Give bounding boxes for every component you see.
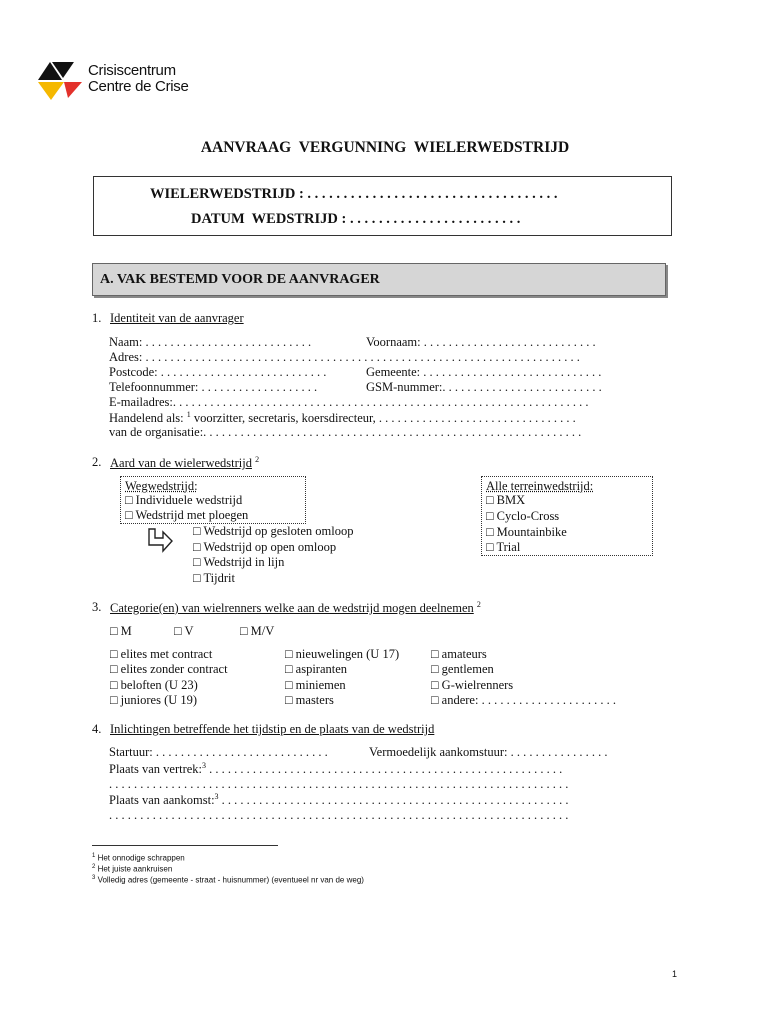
checkbox-trial[interactable]: □ Trial — [486, 540, 521, 554]
startuur-row — [109, 745, 642, 761]
datum-field[interactable]: DATUM WEDSTRIJD : . . . . . . . . . . . . . . . . . . . . . . . . — [191, 211, 521, 227]
footnote-ref-3: 3 — [202, 761, 207, 770]
checkbox-mountainbike[interactable]: □ Mountainbike — [486, 525, 567, 539]
q1-title: Identiteit van de aanvrager — [110, 311, 244, 325]
checkbox-miniemen[interactable]: □ miniemen — [285, 678, 346, 692]
footnote-1 — [92, 853, 185, 863]
footnote-3 — [92, 875, 364, 885]
gsm-field[interactable]: GSM-nummer:. . . . . . . . . . . . . . . . . . . . . . . . . . — [366, 380, 602, 394]
checkbox-open-omloop[interactable]: □ Wedstrijd op open omloop — [193, 540, 337, 554]
footnote-2-text: Het juiste aankruisen — [97, 864, 173, 874]
wegwedstrijd-title: Wegwedstrijd: — [125, 479, 198, 493]
q3-number: 3. — [92, 600, 102, 614]
section-a-title: A. VAK BESTEMD VOOR DE AANVRAGER — [100, 272, 380, 287]
logo-text-line1: Crisiscentrum — [88, 62, 176, 79]
footnote-divider — [92, 845, 278, 846]
checkbox-in-lijn[interactable]: □ Wedstrijd in lijn — [193, 555, 285, 569]
checkbox-wedstrijd-met-ploegen[interactable]: □ Wedstrijd met ploegen — [125, 508, 249, 522]
checkbox-masters[interactable]: □ masters — [285, 693, 334, 707]
checkbox-amateurs[interactable]: □ amateurs — [431, 647, 487, 661]
q3-title-wrap — [110, 600, 481, 616]
q2-number: 2. — [92, 455, 102, 469]
footnote-3-num: 3 — [92, 875, 96, 881]
telefoon-row — [109, 380, 642, 396]
page-title: AANVRAAG VERGUNNING WIELERWEDSTRIJD — [200, 139, 570, 156]
checkbox-andere[interactable]: □ andere: . . . . . . . . . . . . . . . . . . . . . . — [431, 693, 616, 707]
handelend-field[interactable] — [109, 410, 642, 426]
postcode-field[interactable]: Postcode: . . . . . . . . . . . . . . . . . . . . . . . . . . . — [109, 365, 327, 379]
terreinwedstrijd-box — [481, 476, 653, 556]
handelend-options: voorzitter, secretaris, koersdirecteur, . . . . . . . . . . . . . . . . . . . . . . . . . . . . . . . . — [190, 411, 576, 426]
q4-title: Inlichtingen betreffende het tijdstip en de plaats van de wedstrijd — [110, 722, 435, 736]
aankomst-field-line2[interactable]: . . . . . . . . . . . . . . . . . . . . . . . . . . . . . . . . . . . . . . . . . . . . . . . . . . . . . . . . . . . . . . . . . . . . . . . . . . — [109, 808, 569, 822]
q4-number: 4. — [92, 722, 102, 736]
footnote-1-text: Het onnodige schrappen — [97, 853, 185, 863]
naam-row — [109, 335, 642, 351]
checkbox-gentlemen[interactable]: □ gentlemen — [431, 662, 494, 676]
postcode-row — [109, 365, 642, 381]
checkbox-elites-zonder-contract[interactable]: □ elites zonder contract — [110, 662, 228, 676]
checkbox-v[interactable]: □ V — [174, 624, 194, 638]
footnote-2 — [92, 864, 172, 874]
footnote-ref-1: 1 — [186, 410, 191, 419]
q3-title: Categorie(en) van wielrenners welke aan de wedstrijd mogen deelnemen — [110, 601, 474, 616]
q2-title: Aard van de wielerwedstrijd — [110, 456, 252, 471]
page-number: 1 — [672, 969, 678, 979]
aankomst-label: Plaats van aankomst: — [109, 793, 215, 808]
vertrek-label: Plaats van vertrek: — [109, 762, 203, 777]
aankomstuur-field[interactable]: Vermoedelijk aankomstuur: . . . . . . . . . . . . . . . . — [369, 745, 608, 759]
checkbox-cyclo-cross[interactable]: □ Cyclo-Cross — [486, 509, 560, 523]
gemeente-field[interactable]: Gemeente: . . . . . . . . . . . . . . . . . . . . . . . . . . . . . — [366, 365, 602, 379]
checkbox-m[interactable]: □ M — [110, 624, 132, 638]
aankomst-field[interactable] — [109, 792, 642, 808]
email-field[interactable]: E-mailadres:. . . . . . . . . . . . . . . . . . . . . . . . . . . . . . . . . . . . . . . . . . . . . . . . . . . . . . . . . . . . . . . . . . . — [109, 395, 589, 409]
telefoon-field[interactable]: Telefoonnummer: . . . . . . . . . . . . . . . . . . . — [109, 380, 318, 394]
vertrek-field[interactable] — [109, 761, 642, 777]
footnote-1-num: 1 — [92, 853, 96, 859]
footnote-ref-3b: 3 — [214, 792, 219, 801]
adres-field[interactable]: Adres: . . . . . . . . . . . . . . . . . . . . . . . . . . . . . . . . . . . . . . . . . . . . . . . . . . . . . . . . . . . . . . . . . . . . . . — [109, 350, 580, 364]
header-box — [93, 176, 672, 236]
q1-number: 1. — [92, 311, 102, 325]
organisatie-field[interactable]: van de organisatie:. . . . . . . . . . . . . . . . . . . . . . . . . . . . . . . . . . . . . . . . . . . . . . . . . . . . . . . . . . . . . — [109, 425, 582, 439]
aankomst-dots: . . . . . . . . . . . . . . . . . . . . . . . . . . . . . . . . . . . . . . . . . . . . . . . . . . . . . . . . — [218, 793, 569, 808]
q2-title-wrap — [110, 455, 259, 471]
checkbox-elites-met-contract[interactable]: □ elites met contract — [110, 647, 213, 661]
logo — [38, 60, 208, 102]
checkbox-tijdrit[interactable]: □ Tijdrit — [193, 571, 235, 585]
checkbox-juniores[interactable]: □ juniores (U 19) — [110, 693, 198, 707]
wegwedstrijd-box — [120, 476, 306, 524]
footnote-3-text: Volledig adres (gemeente - straat - huisnummer) (eventueel nr van de weg) — [97, 875, 364, 885]
terreinwedstrijd-title: Alle terreinwedstrijd: — [486, 479, 594, 493]
handelend-label: Handelend als: — [109, 411, 187, 426]
crisis-centre-logo-icon — [38, 60, 82, 100]
section-a-header — [92, 263, 666, 296]
footnote-ref-2b: 2 — [476, 600, 481, 609]
checkbox-g-wielrenners[interactable]: □ G-wielrenners — [431, 678, 514, 692]
arrow-right-icon — [146, 528, 174, 554]
naam-field[interactable]: Naam: . . . . . . . . . . . . . . . . . . . . . . . . . . . — [109, 335, 312, 349]
logo-text-line2: Centre de Crise — [88, 78, 189, 95]
voornaam-field[interactable]: Voornaam: . . . . . . . . . . . . . . . . . . . . . . . . . . . . — [366, 335, 596, 349]
footnote-2-num: 2 — [92, 864, 96, 870]
checkbox-nieuwelingen[interactable]: □ nieuwelingen (U 17) — [285, 647, 400, 661]
checkbox-beloften[interactable]: □ beloften (U 23) — [110, 678, 198, 692]
footnote-ref-2: 2 — [255, 455, 260, 464]
checkbox-individuele-wedstrijd[interactable]: □ Individuele wedstrijd — [125, 493, 243, 507]
checkbox-bmx[interactable]: □ BMX — [486, 493, 526, 507]
startuur-field[interactable]: Startuur: . . . . . . . . . . . . . . . . . . . . . . . . . . . . — [109, 745, 328, 759]
checkbox-aspiranten[interactable]: □ aspiranten — [285, 662, 348, 676]
wedstrijd-field[interactable]: WIELERWEDSTRIJD : . . . . . . . . . . . . . . . . . . . . . . . . . . . . . . . . . . . — [150, 186, 558, 202]
vertrek-dots: . . . . . . . . . . . . . . . . . . . . . . . . . . . . . . . . . . . . . . . . . . . . . . . . . . . . . . . . . — [206, 762, 563, 777]
checkbox-mv[interactable]: □ M/V — [240, 624, 275, 638]
checkbox-gesloten-omloop[interactable]: □ Wedstrijd op gesloten omloop — [193, 524, 354, 538]
vertrek-field-line2[interactable]: . . . . . . . . . . . . . . . . . . . . . . . . . . . . . . . . . . . . . . . . . . . . . . . . . . . . . . . . . . . . . . . . . . . . . . . . . . — [109, 777, 569, 791]
